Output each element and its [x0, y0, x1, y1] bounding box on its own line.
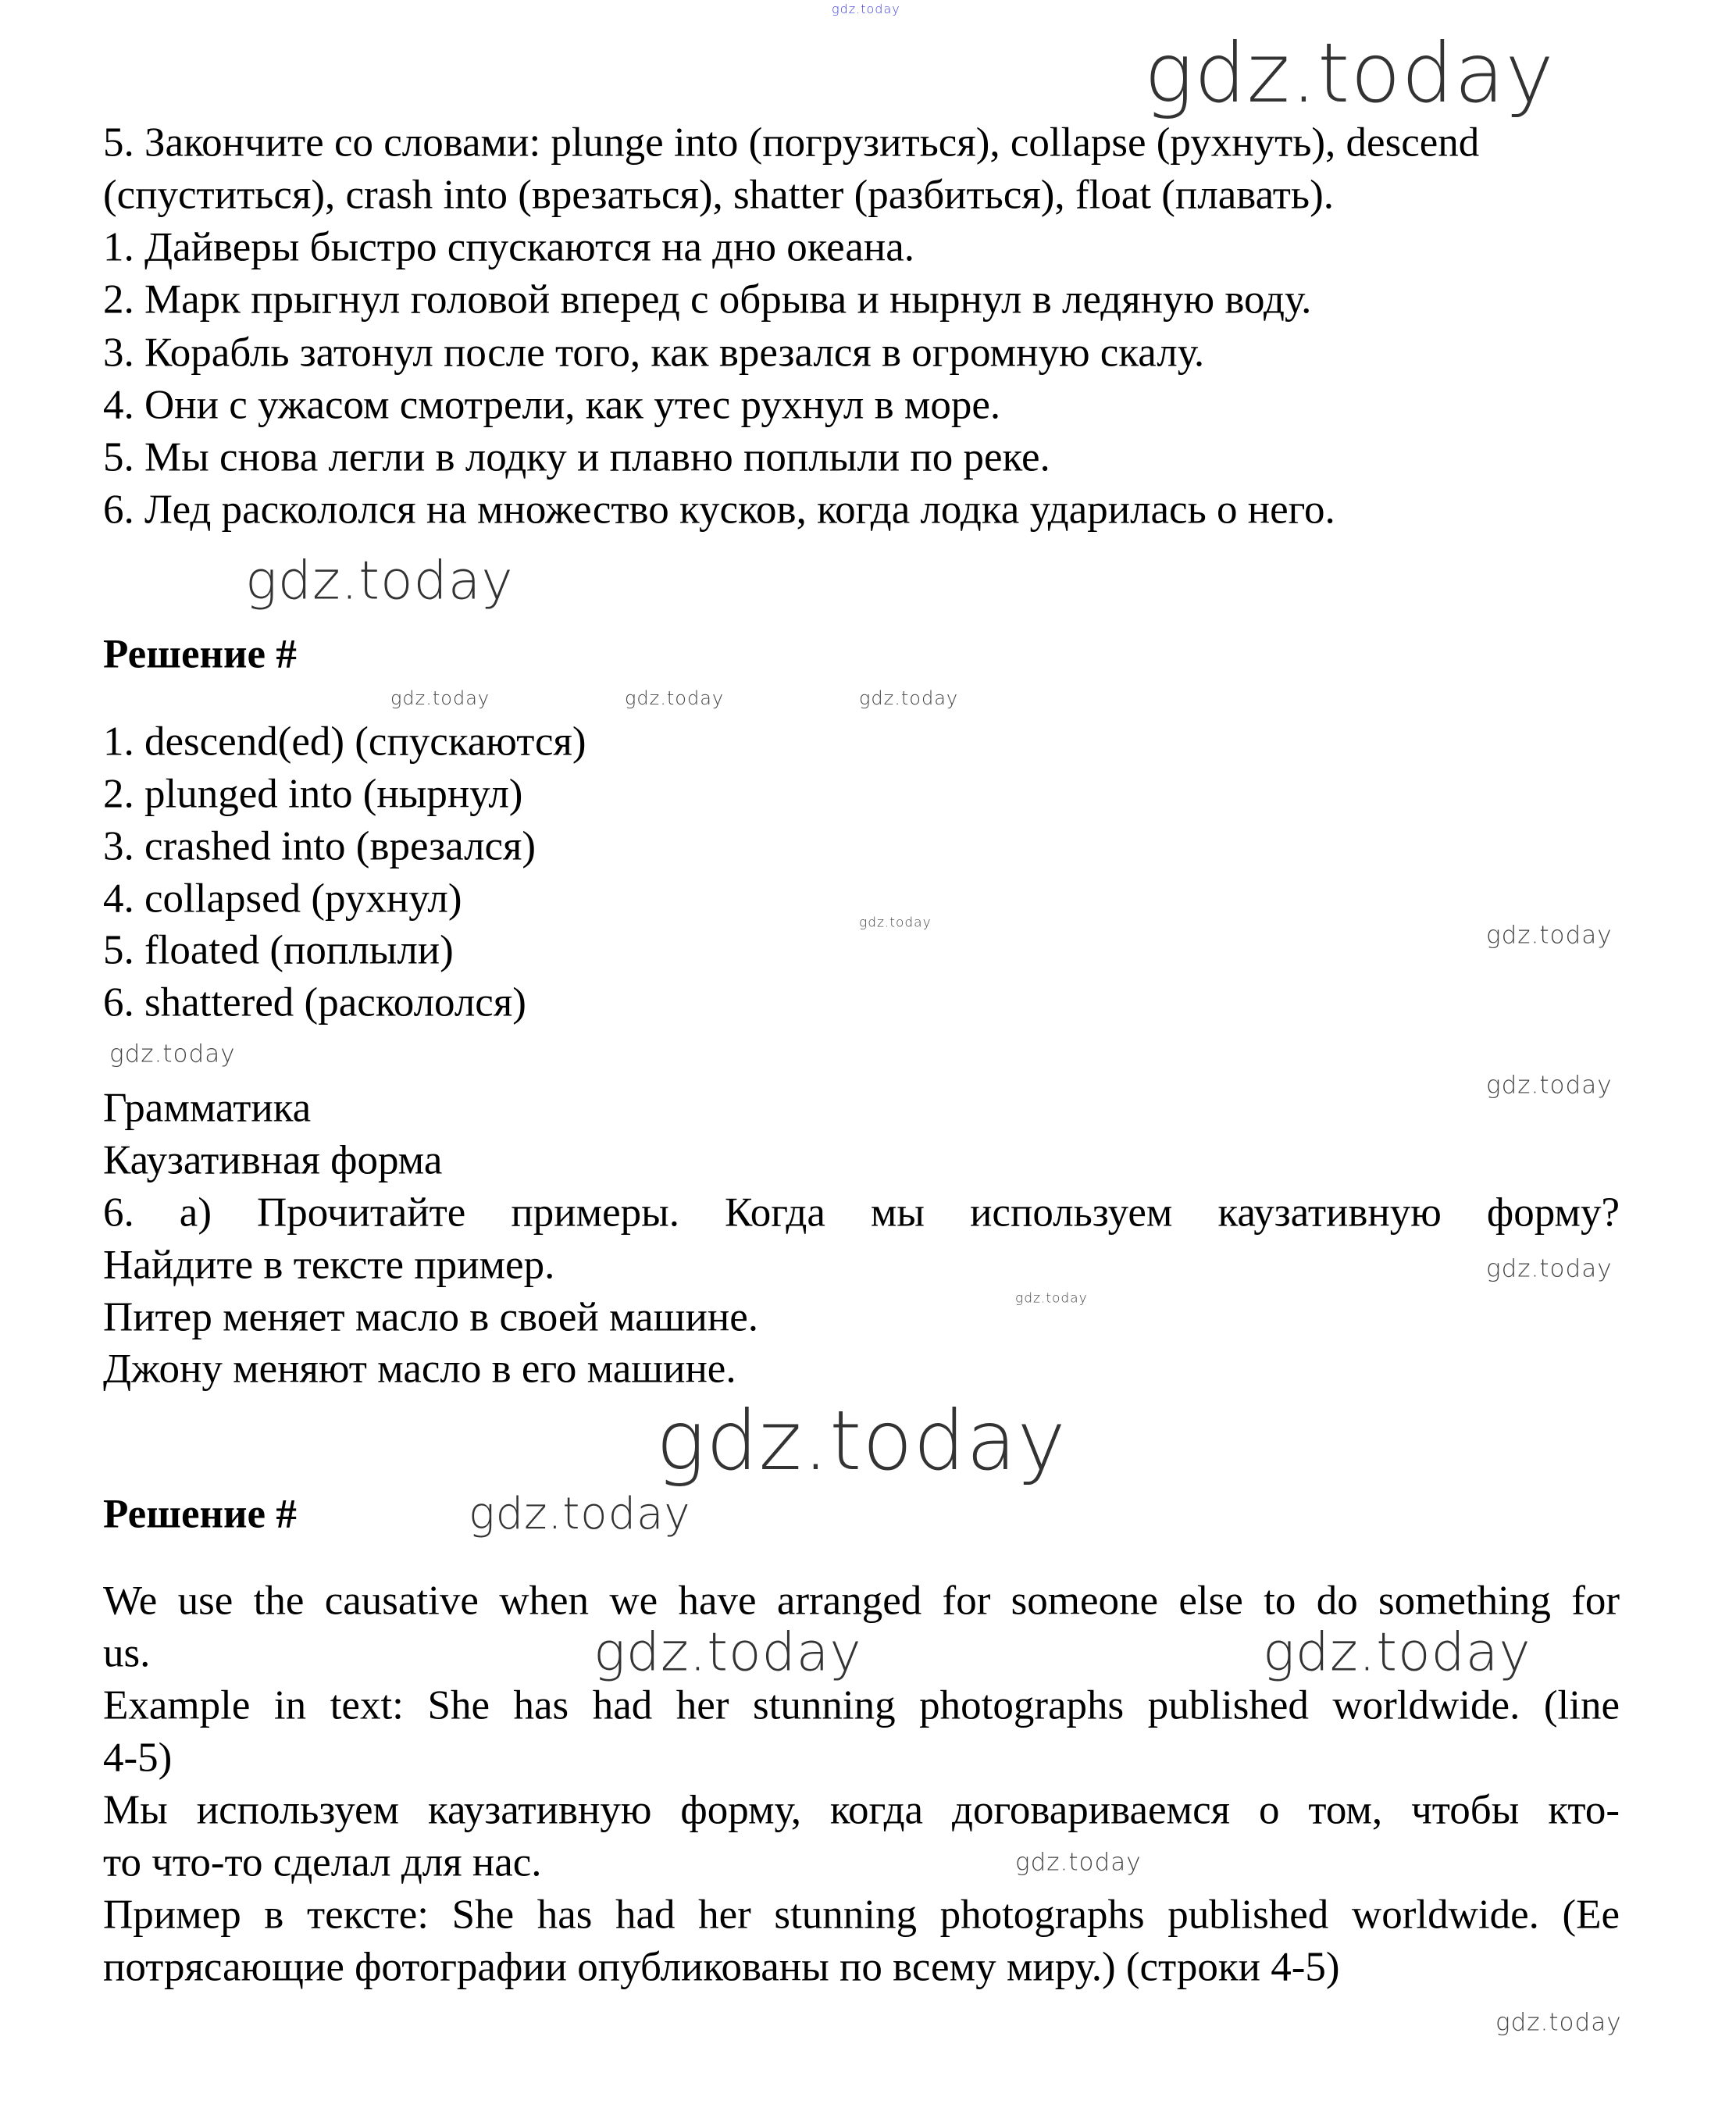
solution-line: us. [103, 1630, 151, 1676]
exercise-prompt-line: 5. Закончите со словами: plunge into (погрузиться), collapse (рухнуть), descend [103, 119, 1480, 166]
watermark: gdz.today [859, 915, 932, 931]
solution-line: Пример в тексте: She has had her stunning photographs published worldwide. (Ее [103, 1892, 1620, 1938]
exercise-item: 5. Мы снова легли в лодку и плавно поплыли по реке. [103, 434, 1050, 480]
watermark: gdz.today [1495, 2008, 1622, 2037]
solution-line: то что-то сделал для нас. [103, 1839, 542, 1885]
watermark: gdz.today [1486, 921, 1613, 950]
answer-item: 3. crashed into (врезался) [103, 823, 536, 869]
grammar-subtitle: Каузативная форма [103, 1137, 443, 1183]
exercise-item: 2. Марк прыгнул головой вперед с обрыва и нырнул в ледяную воду. [103, 276, 1312, 323]
exercise-item: 1. Дайверы быстро спускаются на дно океана. [103, 224, 915, 270]
answer-item: 1. descend(ed) (спускаются) [103, 719, 586, 765]
watermark: gdz.today [1015, 1290, 1088, 1307]
watermark: gdz.today [1144, 26, 1555, 122]
answer-item: 5. floated (поплыли) [103, 927, 454, 973]
watermark: gdz.today [1486, 1071, 1613, 1100]
answer-item: 6. shattered (раскололся) [103, 979, 526, 1025]
watermark: gdz.today [656, 1393, 1067, 1489]
solution-line: потрясающие фотографии опубликованы по всему миру.) (строки 4-5) [103, 1944, 1340, 1990]
watermark: gdz.today [1263, 1621, 1531, 1684]
solution-line: Example in text: She has had her stunning photographs published worldwide. (line [103, 1682, 1620, 1728]
solution-heading: Решение # [103, 1491, 297, 1537]
answer-item: 2. plunged into (нырнул) [103, 771, 523, 817]
watermark: gdz.today [625, 687, 725, 709]
exercise-item: 3. Корабль затонул после того, как врезался в огромную скалу. [103, 330, 1205, 376]
grammar-example: Джону меняют масло в его машине. [103, 1346, 736, 1392]
solution-line: Мы используем каузативную форму, когда договариваемся о том, чтобы кто- [103, 1787, 1620, 1833]
grammar-title: Грамматика [103, 1085, 312, 1131]
exercise-prompt-line: (спуститься), crash into (врезаться), shatter (разбиться), float (плавать). [103, 172, 1334, 218]
watermark: gdz.today [1015, 1848, 1142, 1877]
watermark: gdz.today [1486, 1254, 1613, 1283]
answer-item: 4. collapsed (рухнул) [103, 876, 462, 922]
grammar-line: Найдите в тексте пример. [103, 1242, 555, 1288]
watermark: gdz.today [245, 550, 514, 612]
watermark: gdz.today [594, 1621, 862, 1684]
exercise-item: 4. Они с ужасом смотрели, как утес рухнул в море. [103, 382, 1001, 428]
watermark: gdz.today [859, 687, 959, 709]
watermark: gdz.today [109, 1040, 236, 1068]
watermark: gdz.today [469, 1489, 691, 1539]
grammar-example: Питер меняет масло в своей машине. [103, 1294, 758, 1340]
solution-line: 4-5) [103, 1735, 173, 1781]
exercise-item: 6. Лед раскололся на множество кусков, когда лодка ударилась о него. [103, 487, 1335, 533]
watermark: gdz.today [390, 687, 490, 709]
watermark: gdz.today [832, 2, 900, 16]
solution-line: We use the causative when we have arranged for someone else to do something for [103, 1578, 1620, 1624]
solution-heading: Решение # [103, 631, 297, 677]
grammar-line: 6. а) Прочитайте примеры. Когда мы используем каузативную форму? [103, 1190, 1620, 1236]
